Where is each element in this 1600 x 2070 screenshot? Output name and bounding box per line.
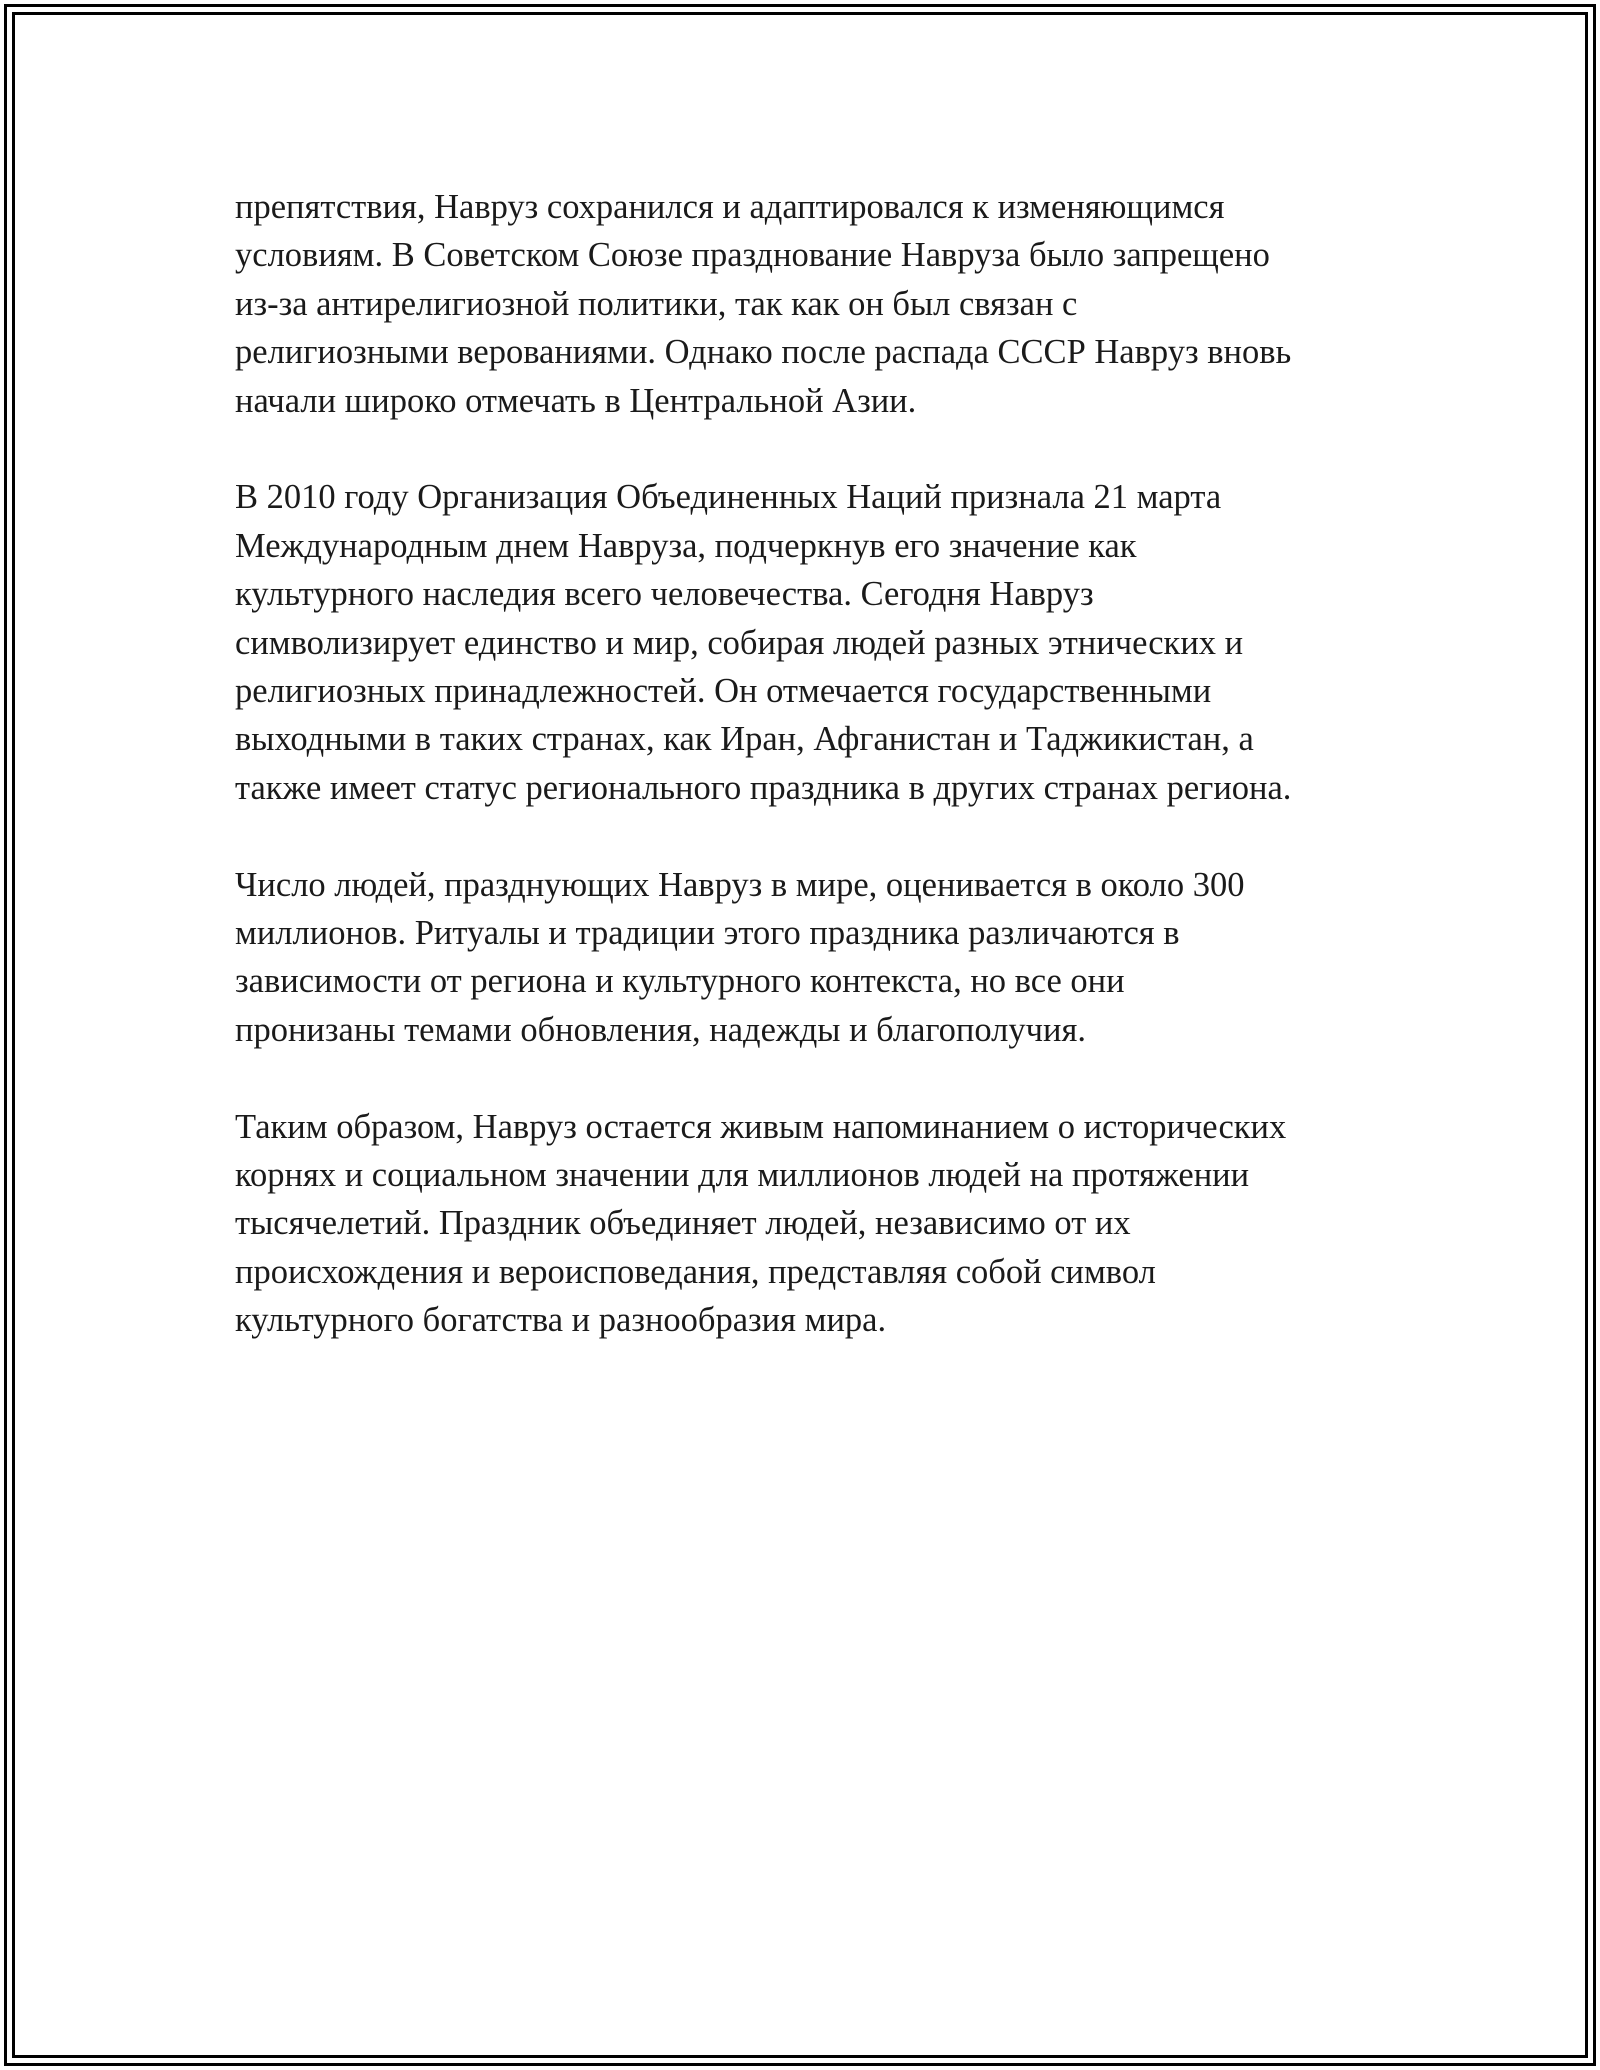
document-body	[235, 183, 1415, 1393]
text-line: Число людей, празднующих Навруз в мире, оценивается в около 300	[235, 865, 1245, 904]
paragraph-3	[235, 861, 1415, 1055]
paragraph-1	[235, 183, 1415, 425]
text-line: религиозных принадлежностей. Он отмечается государственными	[235, 672, 1212, 711]
text-line: тысячелетий. Праздник объединяет людей, независимо от их	[235, 1204, 1131, 1243]
text-line: препятствия, Навруз сохранился и адаптировался к изменяющимся	[235, 188, 1225, 226]
text-line: выходными в таких странах, как Иран, Афганистан и Таджикистан, а	[235, 720, 1254, 759]
text-line: также имеет статус регионального праздника в других странах региона.	[235, 768, 1292, 807]
text-line: В 2010 году Организация Объединенных Наций признала 21 марта	[235, 478, 1222, 517]
text-line: пронизаны темами обновления, надежды и благополучия.	[235, 1010, 1086, 1049]
text-line: символизирует единство и мир, собирая людей разных этнических и	[235, 623, 1244, 662]
text-line: миллионов. Ритуалы и традиции этого праздника различаются в	[235, 914, 1180, 953]
text-line: культурного богатства и разнообразия мира.	[235, 1301, 887, 1340]
paragraph-4	[235, 1103, 1415, 1345]
text-line: зависимости от региона и культурного контекста, но все они	[235, 962, 1125, 1001]
text-line: из-за антирелигиозной политики, так как он был связан с	[235, 284, 1078, 323]
text-line: религиозными верованиями. Однако после распада СССР Навруз вновь	[235, 333, 1292, 372]
text-line: начали широко отмечать в Центральной Азии.	[235, 381, 917, 420]
text-line: корнях и социальном значении для миллионов людей на протяжении	[235, 1156, 1250, 1195]
text-line: культурного наследия всего человечества. Сегодня Навруз	[235, 575, 1094, 614]
text-line: происхождения и вероисповедания, представляя собой символ	[235, 1252, 1156, 1291]
text-line: условиям. В Советском Союзе празднование Навруза было запрещено	[235, 236, 1270, 275]
paragraph-2	[235, 473, 1415, 812]
text-line: Международным днем Навруза, подчеркнув его значение как	[235, 526, 1137, 565]
text-line: Таким образом, Навруз остается живым напоминанием о исторических	[235, 1107, 1287, 1146]
